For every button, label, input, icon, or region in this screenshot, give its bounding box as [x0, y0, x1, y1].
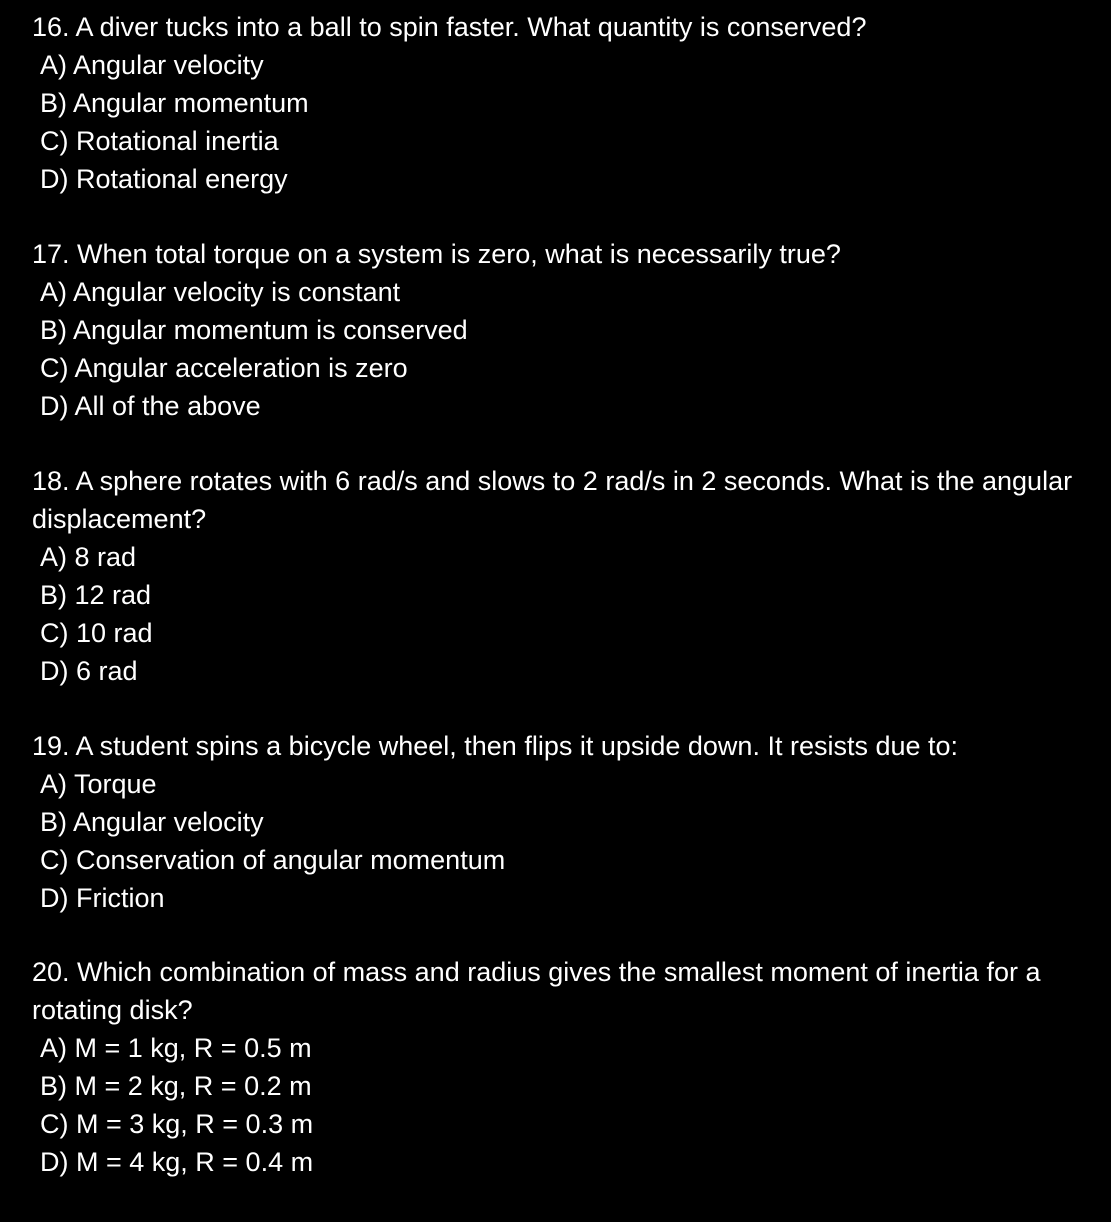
- option-c: C) M = 3 kg, R = 0.3 m: [40, 1109, 314, 1139]
- question-text: 19. A student spins a bicycle wheel, then flips it upside down. It resists due to:: [32, 731, 959, 761]
- answer-options: [32, 538, 1082, 690]
- option-c: C) Conservation of angular momentum: [40, 845, 506, 875]
- answer-options: [32, 46, 1082, 198]
- option-b: B) Angular velocity: [40, 807, 264, 837]
- answer-options: [32, 273, 1082, 425]
- option-d: D) Rotational energy: [40, 164, 288, 194]
- question-text: 17. When total torque on a system is zero, what is necessarily true?: [32, 239, 841, 269]
- question-20: [32, 953, 1082, 1181]
- option-b: B) Angular momentum: [40, 88, 309, 118]
- option-d: D) All of the above: [40, 391, 261, 421]
- question-text: 16. A diver tucks into a ball to spin faster. What quantity is conserved?: [32, 12, 867, 42]
- option-b: B) M = 2 kg, R = 0.2 m: [40, 1071, 312, 1101]
- option-c: C) 10 rad: [40, 618, 153, 648]
- option-b: B) Angular momentum is conserved: [40, 315, 468, 345]
- question-17: [32, 235, 1082, 425]
- option-d: D) 6 rad: [40, 656, 138, 686]
- question-16: [32, 8, 1082, 198]
- option-c: C) Angular acceleration is zero: [40, 353, 408, 383]
- option-d: D) M = 4 kg, R = 0.4 m: [40, 1147, 314, 1177]
- answer-options: [32, 765, 1082, 917]
- option-d: D) Friction: [40, 883, 165, 913]
- option-a: A) M = 1 kg, R = 0.5 m: [40, 1033, 312, 1063]
- option-a: A) Angular velocity: [40, 50, 264, 80]
- question-text: 18. A sphere rotates with 6 rad/s and slows to 2 rad/s in 2 seconds. What is the angular displacement?: [32, 466, 1073, 534]
- option-a: A) Angular velocity is constant: [40, 277, 401, 307]
- option-b: B) 12 rad: [40, 580, 152, 610]
- question-19: [32, 727, 1082, 917]
- question-text: 20. Which combination of mass and radius gives the smallest moment of inertia for a rotating disk?: [32, 957, 1041, 1025]
- option-a: A) Torque: [40, 769, 157, 799]
- option-a: A) 8 rad: [40, 542, 137, 572]
- question-18: [32, 462, 1082, 690]
- answer-options: [32, 1029, 1082, 1181]
- option-c: C) Rotational inertia: [40, 126, 279, 156]
